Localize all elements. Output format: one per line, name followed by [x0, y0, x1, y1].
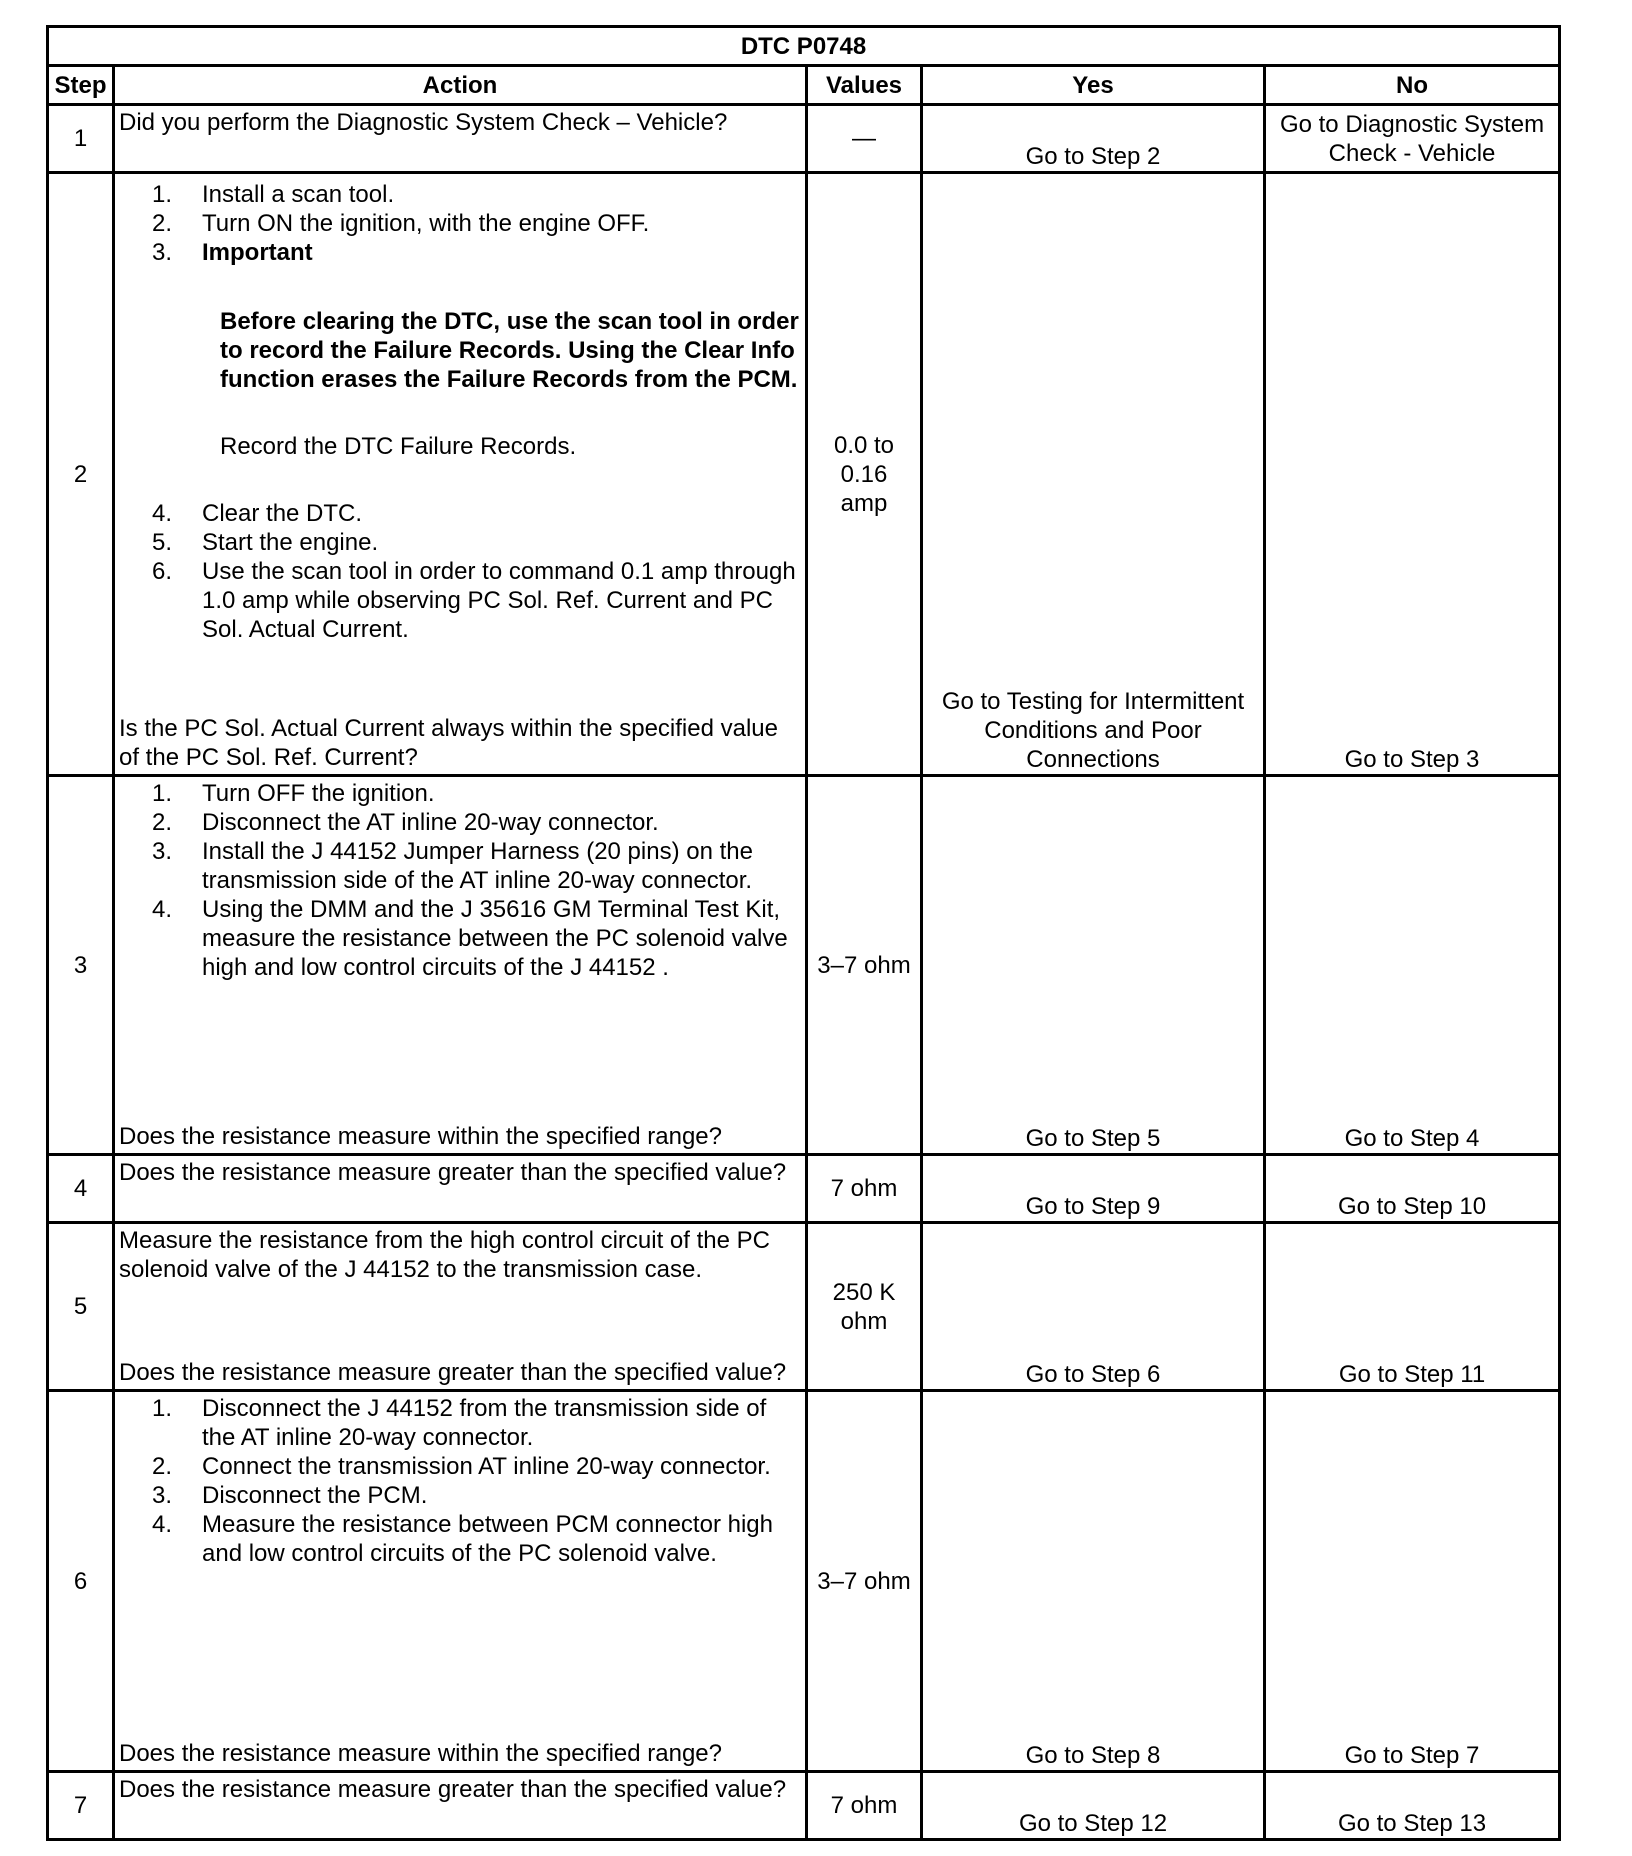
action-item: 3. Important [151, 239, 313, 266]
step-number: 1 [48, 105, 114, 173]
action-item: 4. Clear the DTC. [151, 500, 363, 527]
action-cell [114, 776, 807, 1155]
step-number: 2 [48, 173, 114, 776]
value-cell: 3–7 ohm [807, 1391, 922, 1772]
table-row [48, 776, 1560, 1155]
table-row [48, 1223, 1560, 1391]
action-instruction: Measure the resistance from the high control circuit of the PC solenoid valve of the J 44152 to the transmission case. [119, 1227, 770, 1283]
no-cell: Go to Step 13 [1265, 1772, 1560, 1840]
action-question: Does the resistance measure within the specified range? [119, 1123, 722, 1150]
no-cell: Go to Diagnostic System Check - Vehicle [1265, 105, 1560, 173]
action-item: 3. Install the J 44152 Jumper Harness (20 pins) on the transmission side of the AT inline 20-way connector. [151, 838, 753, 894]
table-row [48, 173, 1560, 776]
sub-instruction: Record the DTC Failure Records. [220, 433, 577, 460]
step-number: 6 [48, 1391, 114, 1772]
action-item: 2. Disconnect the AT inline 20-way connector. [151, 809, 659, 836]
dtc-table [46, 25, 1561, 1841]
table-title: DTC P0748 [48, 27, 1560, 66]
action-question: Did you perform the Diagnostic System Check – Vehicle? [119, 109, 728, 136]
value-cell: — [807, 105, 922, 173]
no-cell: Go to Step 10 [1265, 1155, 1560, 1223]
step-number: 4 [48, 1155, 114, 1223]
action-cell [114, 1391, 807, 1772]
value-cell: 7 ohm [807, 1155, 922, 1223]
table-row [48, 105, 1560, 173]
step-number: 5 [48, 1223, 114, 1391]
table-row [48, 1391, 1560, 1772]
header-action: Action [114, 66, 807, 105]
step-number: 3 [48, 776, 114, 1155]
action-question: Does the resistance measure greater than the specified value? [119, 1776, 787, 1803]
yes-cell: Go to Step 2 [922, 105, 1265, 173]
value-cell: 250 K ohm [807, 1223, 922, 1391]
yes-cell: Go to Step 12 [922, 1772, 1265, 1840]
action-cell [114, 1223, 807, 1391]
yes-cell: Go to Step 5 [922, 776, 1265, 1155]
important-note: Before clearing the DTC, use the scan tool in order to record the Failure Records. Using the Clear Info function erases the Failure Records from the PCM. [220, 308, 799, 393]
value-cell: 7 ohm [807, 1772, 922, 1840]
action-cell [114, 105, 807, 173]
action-item: 1. Disconnect the J 44152 from the transmission side of the AT inline 20-way connector. [151, 1395, 767, 1451]
action-cell [114, 1155, 807, 1223]
action-cell [114, 173, 807, 776]
action-cell [114, 1772, 807, 1840]
header-values: Values [807, 66, 922, 105]
step-number: 7 [48, 1772, 114, 1840]
yes-cell: Go to Step 9 [922, 1155, 1265, 1223]
header-yes: Yes [922, 66, 1265, 105]
yes-cell: Go to Step 6 [922, 1223, 1265, 1391]
action-question: Does the resistance measure within the specified range? [119, 1740, 722, 1767]
action-item: 4. Using the DMM and the J 35616 GM Terminal Test Kit, measure the resistance between the PC solenoid valve high and low control circuits of the J 44152 . [151, 896, 788, 981]
no-cell: Go to Step 11 [1265, 1223, 1560, 1391]
yes-cell: Go to Step 8 [922, 1391, 1265, 1772]
action-item: 2. Turn ON the ignition, with the engine OFF. [151, 210, 650, 237]
value-cell: 3–7 ohm [807, 776, 922, 1155]
action-item: 1. Turn OFF the ignition. [151, 780, 435, 807]
value-cell: 0.0 to 0.16 amp [807, 173, 922, 776]
header-no: No [1265, 66, 1560, 105]
action-item: 4. Measure the resistance between PCM connector high and low control circuits of the PC solenoid valve. [151, 1511, 773, 1567]
action-item: 5. Start the engine. [151, 529, 379, 556]
table-row [48, 1155, 1560, 1223]
action-question: Is the PC Sol. Actual Current always within the specified value of the PC Sol. Ref. Current? [119, 715, 778, 771]
action-item: 1. Install a scan tool. [151, 181, 395, 208]
action-question: Does the resistance measure greater than the specified value? [119, 1159, 787, 1186]
yes-cell: Go to Testing for Intermittent Conditions and Poor Connections [922, 173, 1265, 776]
table-row [48, 1772, 1560, 1840]
action-item: 6. Use the scan tool in order to command 0.1 amp through 1.0 amp while observing PC Sol. Ref. Current and PC Sol. Actual Current. [151, 558, 796, 643]
no-cell: Go to Step 7 [1265, 1391, 1560, 1772]
action-item: 2. Connect the transmission AT inline 20-way connector. [151, 1453, 771, 1480]
header-step: Step [48, 66, 114, 105]
no-cell: Go to Step 3 [1265, 173, 1560, 776]
no-cell: Go to Step 4 [1265, 776, 1560, 1155]
action-question: Does the resistance measure greater than the specified value? [119, 1359, 787, 1386]
action-item: 3. Disconnect the PCM. [151, 1482, 428, 1509]
